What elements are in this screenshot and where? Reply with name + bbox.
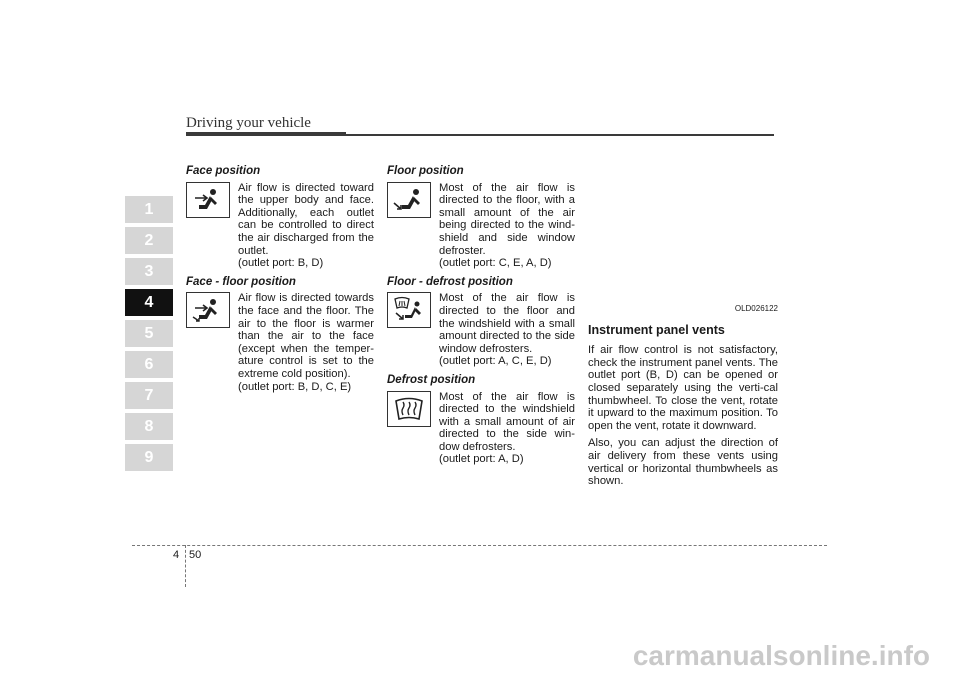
mode-heading: Face position xyxy=(186,165,261,177)
chapter-tab-3[interactable]: 3 xyxy=(125,258,173,285)
floor-vent-icon xyxy=(387,182,431,218)
chapter-tab-5[interactable]: 5 xyxy=(125,320,173,347)
chapter-tab-6[interactable]: 6 xyxy=(125,351,173,378)
chapter-tab-1[interactable]: 1 xyxy=(125,196,173,223)
mode-heading: Face - floor position xyxy=(186,275,296,288)
chapter-tab-8[interactable]: 8 xyxy=(125,413,173,440)
mode-face-floor xyxy=(186,292,376,393)
page-header-title: Driving your vehicle xyxy=(186,115,311,131)
floor-defrost-icon xyxy=(387,292,431,328)
mode-heading: Floor position xyxy=(387,165,464,177)
outlet-ports: (outlet port: B, D) xyxy=(238,257,324,270)
section-title: Instrument panel vents xyxy=(588,322,725,337)
body-paragraph: If air flow control is not satisfactory, check the instrument panel vents. The outlet port (B, D) can be opened or closed separately using the verti-cal thumbwheel. To close the vent, rotate it upward to the maximum position. To open the vent, rotate it downward. xyxy=(588,344,778,432)
watermark: carmanualsonline.info xyxy=(632,640,930,671)
defrost-icon xyxy=(387,391,431,427)
mode-description: Most of the air flow is directed to the floor and the windshield with a small amount directed to the side window defrosters. xyxy=(439,292,575,355)
mode-defrost xyxy=(387,391,577,467)
mode-description: Most of the air flow is directed to the windshield with a small amount of air directed to the side win-dow defrosters. xyxy=(439,390,575,453)
footer-rule xyxy=(132,545,827,546)
mode-face xyxy=(186,182,376,270)
mode-heading: Floor - defrost position xyxy=(387,275,513,288)
outlet-ports: (outlet port: A, C, E, D) xyxy=(439,355,552,368)
column-2 xyxy=(387,165,577,472)
chapter-tab-7[interactable]: 7 xyxy=(125,382,173,409)
mode-description: Most of the air flow is directed to the floor, with a small amount of the air being directed to the wind-shield and side window defroster. xyxy=(439,181,575,257)
figure-reference-code: OLD026122 xyxy=(734,304,778,313)
mode-floor xyxy=(387,182,577,270)
face-vent-icon xyxy=(186,182,230,218)
header-rule xyxy=(346,134,774,136)
mode-description: Air flow is directed towards the face and the floor. The air to the floor is warmer than the air to the face (except when the temper-ature control is set to the extreme cold position). xyxy=(238,292,374,380)
chapter-tabs xyxy=(125,196,173,475)
face-floor-vent-icon xyxy=(186,292,230,328)
mode-description: Air flow is directed toward the upper body and face. Additionally, each outlet can be controlled to direct the air discharged from the outlet. xyxy=(238,181,374,257)
outlet-ports: (outlet port: A, D) xyxy=(439,453,524,466)
column-1 xyxy=(186,165,376,399)
page-chapter: 4 xyxy=(173,549,180,561)
chapter-tab-9[interactable]: 9 xyxy=(125,444,173,471)
header-bar xyxy=(186,132,346,136)
outlet-ports: (outlet port: B, D, C, E) xyxy=(238,380,352,393)
mode-heading: Defrost position xyxy=(387,373,476,386)
page-number: 50 xyxy=(189,549,202,561)
chapter-tab-4[interactable]: 4 xyxy=(125,289,173,316)
body-paragraph: Also, you can adjust the direction of air delivery from these vents using vertical or horizontal thumbwheels as shown. xyxy=(588,437,778,488)
mode-floor-defrost xyxy=(387,292,577,368)
footer-divider xyxy=(185,545,186,587)
column-3 xyxy=(588,165,778,493)
outlet-ports: (outlet port: C, E, A, D) xyxy=(439,257,552,270)
chapter-tab-2[interactable]: 2 xyxy=(125,227,173,254)
